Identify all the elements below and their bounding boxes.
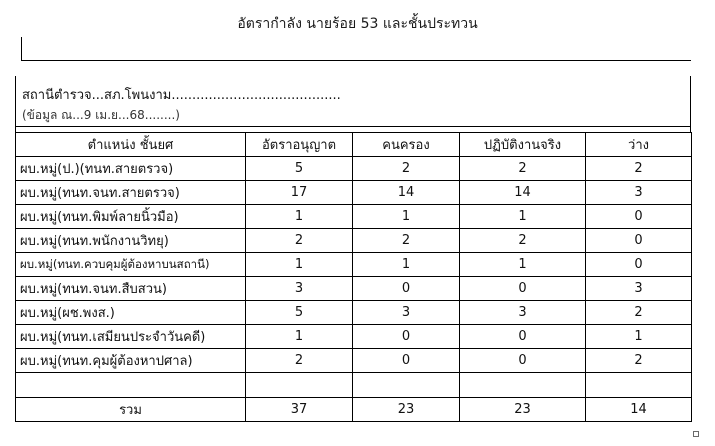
- empty-cell: [353, 373, 460, 398]
- cell-authorized: 1: [246, 205, 353, 229]
- empty-cell: [16, 373, 246, 398]
- table-row: [16, 349, 692, 373]
- cell-authorized: 2: [246, 229, 353, 253]
- cell-active: 2: [460, 157, 586, 181]
- table-row: [16, 181, 692, 205]
- info-separator: [15, 126, 691, 127]
- cell-vacant: 0: [586, 229, 692, 253]
- cell-authorized: 5: [246, 301, 353, 325]
- cell-active: 3: [460, 301, 586, 325]
- cell-active: 0: [460, 325, 586, 349]
- cell-vacant: 0: [586, 205, 692, 229]
- table-header-row: [16, 133, 692, 157]
- document-title: อัตรากำลัง นายร้อย 53 และชั้นประทวน: [237, 16, 478, 32]
- table-row: [16, 325, 692, 349]
- cell-vacant: 2: [586, 349, 692, 373]
- cell-active: 0: [460, 349, 586, 373]
- data-date-line: (ข้อมูล ณ...9 เม.ย...68........): [22, 108, 180, 122]
- manpower-table: [15, 132, 692, 422]
- cell-occupied: 0: [353, 277, 460, 301]
- cell-position: ผบ.หมู่(ผช.พงส.): [16, 301, 246, 325]
- cell-authorized: 2: [246, 349, 353, 373]
- total-label: รวม: [16, 398, 246, 422]
- empty-cell: [460, 373, 586, 398]
- cell-authorized: 1: [246, 253, 353, 277]
- cell-active: 0: [460, 277, 586, 301]
- cell-active: 1: [460, 253, 586, 277]
- cell-active: 14: [460, 181, 586, 205]
- cell-position: ผบ.หมู่(ทนท.เสมียนประจำวันคดี): [16, 325, 246, 349]
- header-vacant: ว่าง: [586, 133, 692, 157]
- cell-active: 2: [460, 229, 586, 253]
- cell-occupied: 1: [353, 253, 460, 277]
- cell-vacant: 2: [586, 157, 692, 181]
- cell-vacant: 0: [586, 253, 692, 277]
- table-row: [16, 229, 692, 253]
- table-row-empty: [16, 373, 692, 398]
- cell-position: ผบ.หมู่(ทนท.จนท.สายตรวจ): [16, 181, 246, 205]
- cell-position: ผบ.หมู่(ทนท.พนักงานวิทยุ): [16, 229, 246, 253]
- station-line: สถานีตำรวจ...สภ.โพนงาม.........................................: [22, 88, 341, 103]
- cell-authorized: 1: [246, 325, 353, 349]
- cell-occupied: 1: [353, 205, 460, 229]
- cell-position: ผบ.หมู่(ป.)(ทนท.สายตรวจ): [16, 157, 246, 181]
- cell-vacant: 3: [586, 181, 692, 205]
- cell-vacant: 2: [586, 301, 692, 325]
- table-row: [16, 253, 692, 277]
- cell-authorized: 5: [246, 157, 353, 181]
- cell-position: ผบ.หมู่(ทนท.ควบคุมผู้ต้องหาบนสถานี): [16, 253, 246, 277]
- cell-position: ผบ.หมู่(ทนท.จนท.สืบสวน): [16, 277, 246, 301]
- cell-active: 1: [460, 205, 586, 229]
- table-row: [16, 301, 692, 325]
- header-cell-frame: [21, 37, 691, 61]
- header-active: ปฏิบัติงานจริง: [460, 133, 586, 157]
- total-authorized: 37: [246, 398, 353, 422]
- total-occupied: 23: [353, 398, 460, 422]
- cell-occupied: 3: [353, 301, 460, 325]
- info-frame-right-border: [690, 76, 691, 132]
- table-row: [16, 277, 692, 301]
- cell-authorized: 3: [246, 277, 353, 301]
- empty-cell: [246, 373, 353, 398]
- table-total-row: [16, 398, 692, 422]
- header-authorized: อัตราอนุญาต: [246, 133, 353, 157]
- total-vacant: 14: [586, 398, 692, 422]
- cell-occupied: 0: [353, 349, 460, 373]
- cell-occupied: 2: [353, 229, 460, 253]
- table-row: [16, 157, 692, 181]
- cell-position: ผบ.หมู่(ทนท.พิมพ์ลายนิ้วมือ): [16, 205, 246, 229]
- cell-vacant: 1: [586, 325, 692, 349]
- empty-cell: [586, 373, 692, 398]
- cell-occupied: 2: [353, 157, 460, 181]
- table-resize-handle[interactable]: [693, 431, 699, 437]
- header-position: ตำแหน่ง ชั้นยศ: [16, 133, 246, 157]
- cell-position: ผบ.หมู่(ทนท.คุมผู้ต้องหาปศาล): [16, 349, 246, 373]
- cell-occupied: 14: [353, 181, 460, 205]
- cell-occupied: 0: [353, 325, 460, 349]
- cell-authorized: 17: [246, 181, 353, 205]
- cell-vacant: 3: [586, 277, 692, 301]
- info-frame-left-border: [15, 76, 16, 132]
- total-active: 23: [460, 398, 586, 422]
- header-occupied: คนครอง: [353, 133, 460, 157]
- table-row: [16, 205, 692, 229]
